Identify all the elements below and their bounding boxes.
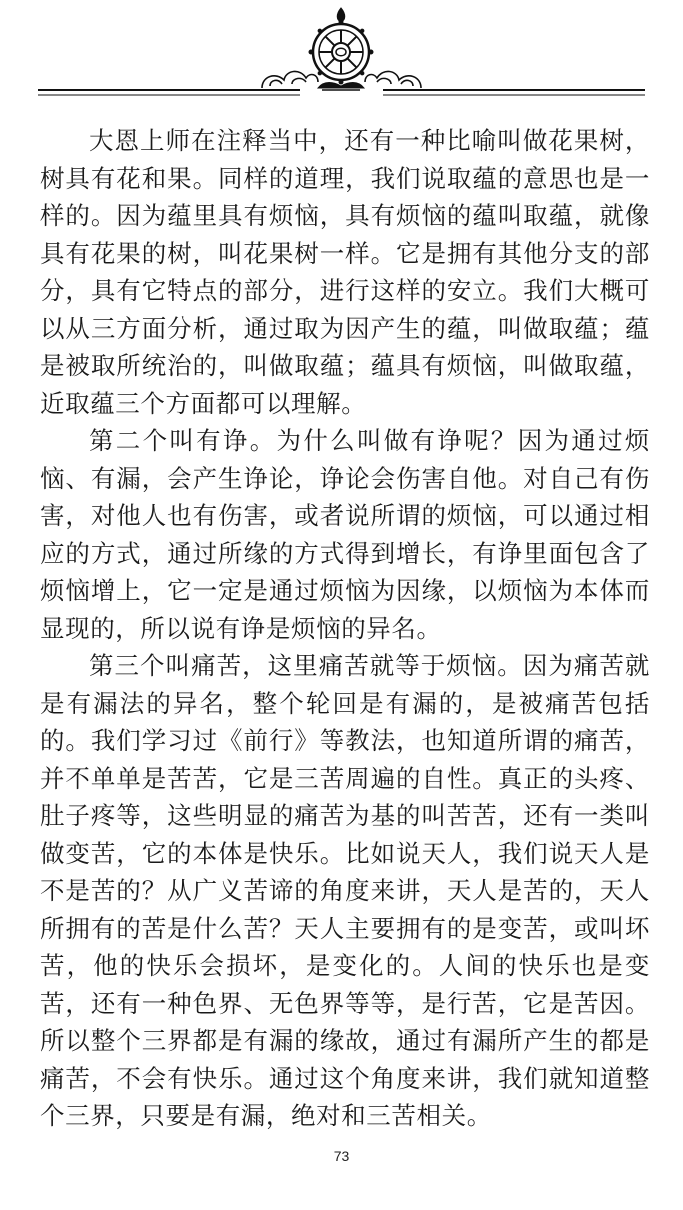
paragraph-1: 大恩上师在注释当中，还有一种比喻叫做花果树，树具有花和果。同样的道理，我们说取蕴的意思也是一样的。因为蕴里具有烦恼，具有烦恼的蕴叫取蕴，就像具有花果的树，叫花果树一样。它是拥有其他分支的部分，具有它特点的部分，进行这样的安立。我们大概可以从三方面分析，通过取为因产生的蕴，叫做取蕴；蕴是被取所统治的，叫做取蕴；蕴具有烦恼，叫做取蕴，近取蕴三个方面都可以理解。 — [40, 126, 650, 418]
dharma-wheel-icon — [309, 8, 374, 90]
left-rule — [38, 90, 300, 95]
page-number: 73 — [333, 1148, 350, 1164]
right-cloud-ornament — [365, 71, 421, 88]
body-text — [40, 122, 650, 1135]
paragraph-3: 第三个叫痛苦，这里痛苦就等于烦恼。因为痛苦就是有漏法的异名，整个轮回是有漏的，是被痛苦包括的。我们学习过《前行》等教法，也知道所谓的痛苦，并不单单是苦苦，它是三苦周遍的自性。真正的头疼、肚子疼等，这些明显的痛苦为基的叫苦苦，还有一类叫做变苦，它的本体是快乐。比如说天人，我们说天人是不是苦的？从广义苦谛的角度来讲，天人是苦的，天人所拥有的苦是什么苦？天人主要拥有的是变苦，或叫坏苦，他的快乐会损坏，是变化的。人间的快乐也是变苦，还有一种色界、无色界等等，是行苦，它是苦因。所以整个三界都是有漏的缘故，通过有漏所产生的都是痛苦，不会有快乐。通过这个角度来讲，我们就知道整个三界，只要是有漏，绝对和三苦相关。 — [40, 651, 650, 1130]
header-ornament — [0, 0, 683, 110]
paragraph-2: 第二个叫有诤。为什么叫做有诤呢？因为通过烦恼、有漏，会产生诤论，诤论会伤害自他。对自己有伤害，对他人也有伤害，或者说所谓的烦恼，可以通过相应的方式，通过所缘的方式得到增长，有诤里面包含了烦恼增上，它一定是通过烦恼为因缘，以烦恼为本体而显现的，所以说有诤是烦恼的异名。 — [40, 426, 650, 643]
left-cloud-ornament — [262, 71, 318, 88]
right-rule — [383, 90, 645, 95]
